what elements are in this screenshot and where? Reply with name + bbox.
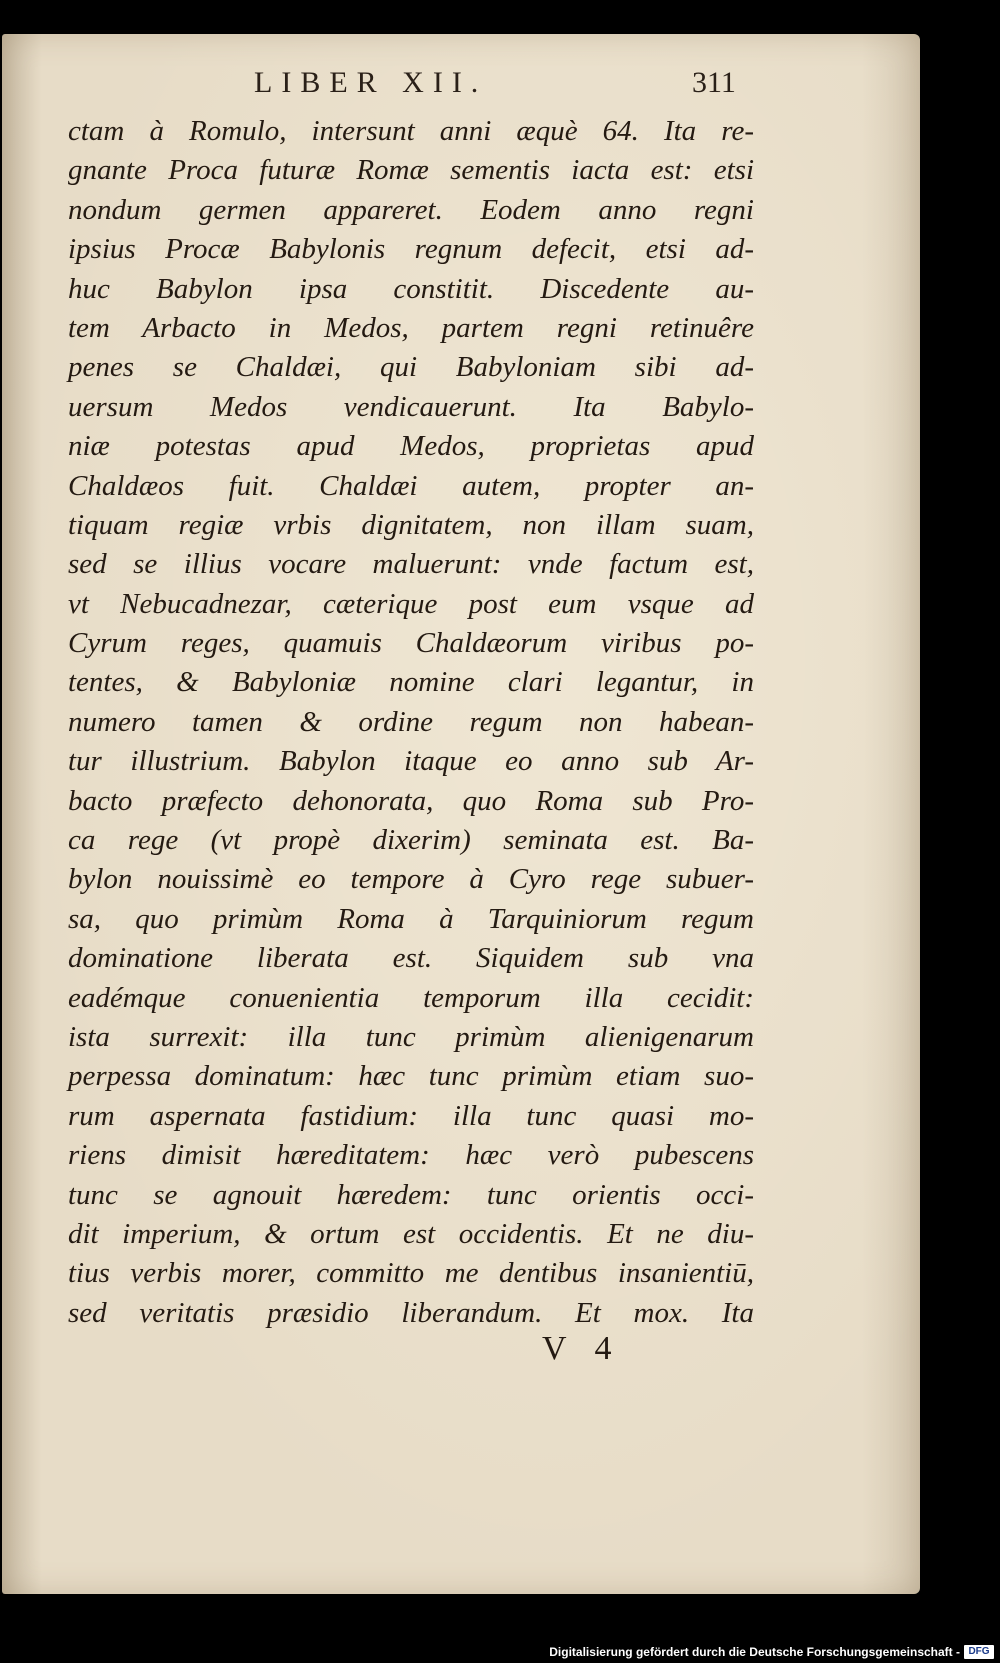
- text-line: penes se Chaldæi, qui Babyloniam sibi ad-: [68, 351, 754, 384]
- dfg-logo-icon: DFG: [964, 1645, 994, 1659]
- text-line: sed veritatis præsidio liberandum. Et mox. Ita: [68, 1296, 754, 1329]
- footer-credit: Digitalisierung gefördert durch die Deutsche Forschungsgemeinschaft -: [549, 1645, 960, 1659]
- footer-bar: [0, 1641, 1000, 1663]
- text-line: bylon nouissimè eo tempore à Cyro rege subuer-: [68, 863, 754, 896]
- body-text: [68, 112, 754, 1333]
- text-line: ipsius Procæ Babylonis regnum defecit, etsi ad-: [68, 233, 754, 266]
- text-line: ca rege (vt propè dixerim) seminata est. Ba-: [68, 824, 754, 857]
- book-page: [2, 34, 920, 1594]
- page-number: 311: [692, 66, 736, 99]
- text-line: huc Babylon ipsa constitit. Discedente au-: [68, 272, 754, 305]
- text-line: bacto præfecto dehonorata, quo Roma sub Pro-: [68, 784, 754, 817]
- text-line: tiquam regiæ vrbis dignitatem, non illam suam,: [68, 508, 754, 541]
- text-line: tur illustrium. Babylon itaque eo anno sub Ar-: [68, 745, 754, 778]
- signature-mark: V 4: [542, 1330, 622, 1367]
- text-line: Chaldæos fuit. Chaldæi autem, propter an-: [68, 469, 754, 502]
- running-head: LIBER XII.: [254, 66, 488, 99]
- text-line: ctam à Romulo, intersunt anni æquè 64. Ita re-: [68, 115, 754, 147]
- text-line: dominatione liberata est. Siquidem sub vna: [68, 942, 754, 975]
- text-line: dit imperium, & ortum est occidentis. Et ne diu-: [68, 1217, 754, 1250]
- text-line: numero tamen & ordine regum non habean-: [68, 705, 754, 738]
- text-line: Cyrum reges, quamuis Chaldæorum viribus po-: [68, 627, 754, 660]
- text-line: tius verbis morer, committo me dentibus insanientiū,: [68, 1257, 754, 1290]
- text-line: rum aspernata fastidium: illa tunc quasi mo-: [68, 1099, 754, 1132]
- text-line: tem Arbacto in Medos, partem regni retinuêre: [68, 311, 754, 344]
- text-line: sa, quo primùm Roma à Tarquiniorum regum: [68, 902, 754, 935]
- text-line: ista surrexit: illa tunc primùm alienigenarum: [68, 1020, 754, 1053]
- text-line: vt Nebucadnezar, cæterique post eum vsque ad: [68, 587, 754, 620]
- text-line: eadémque conuenientia temporum illa cecidit:: [68, 981, 754, 1014]
- text-line: gnante Proca futuræ Romæ sementis iacta est: etsi: [68, 154, 754, 187]
- text-line: uersum Medos vendicauerunt. Ita Babylo-: [68, 390, 754, 423]
- page-header: [2, 66, 920, 110]
- text-line: sed se illius vocare maluerunt: vnde factum est,: [68, 548, 754, 581]
- text-line: tunc se agnouit hæredem: tunc orientis occi-: [68, 1178, 754, 1211]
- text-line: perpessa dominatum: hæc tunc primùm etiam suo-: [68, 1060, 754, 1093]
- text-line: riens dimisit hæreditatem: hæc verò pubescens: [68, 1139, 754, 1172]
- text-line: nondum germen appareret. Eodem anno regni: [68, 193, 754, 226]
- text-line: tentes, & Babyloniæ nomine clari legantur, in: [68, 666, 754, 699]
- text-line: niæ potestas apud Medos, proprietas apud: [68, 430, 754, 463]
